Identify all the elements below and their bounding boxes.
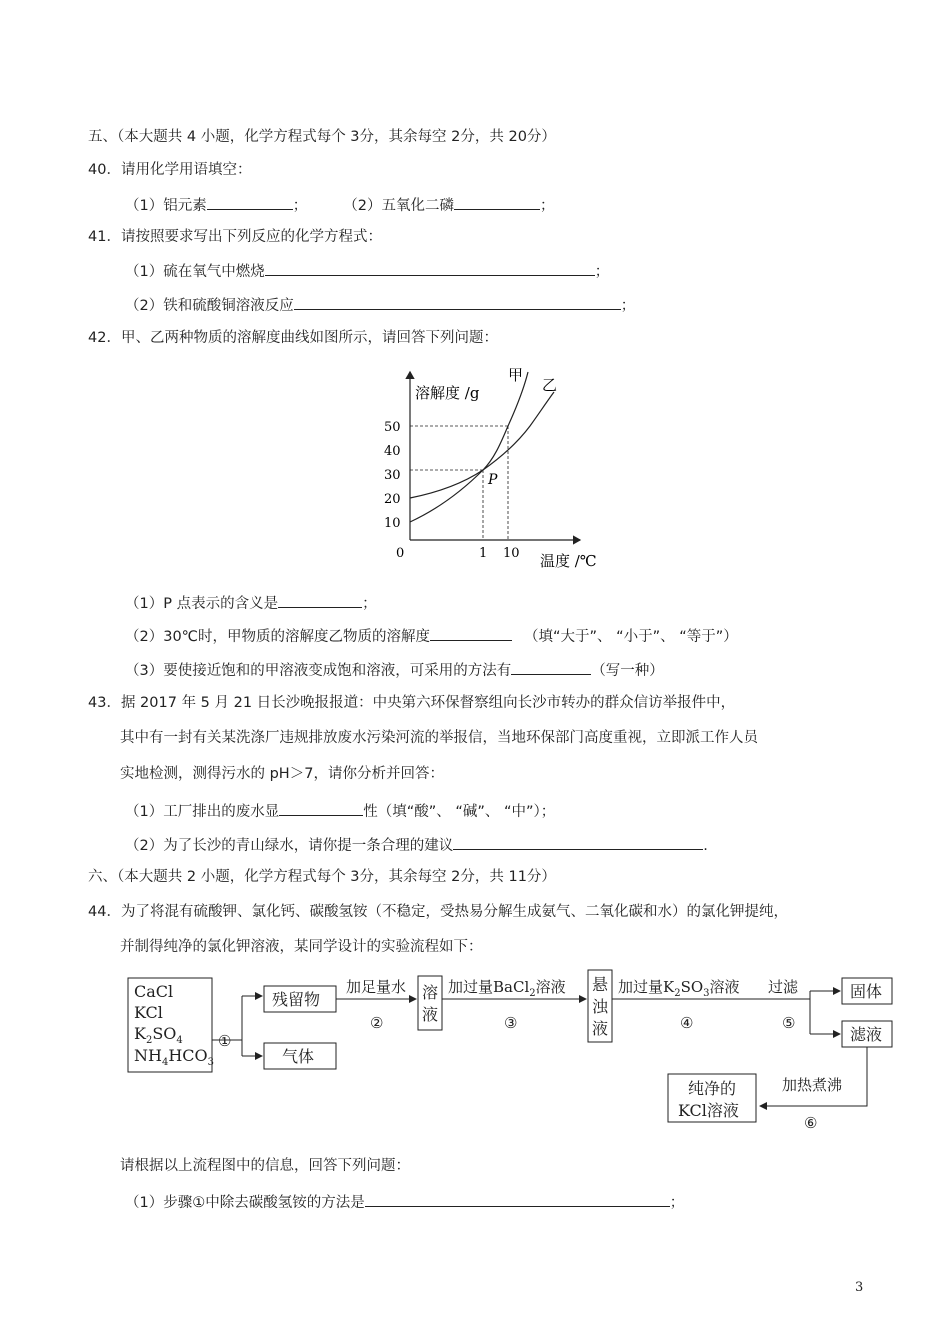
filtrate-label: 滤液 [850,1025,883,1044]
suspension-char-2: 浊 [592,997,609,1016]
q43-p1: （1）工厂排出的废水显 [125,804,280,820]
step-6-label: ⑥ [804,1114,818,1132]
filter-label: 过滤 [768,978,799,996]
q42-blank-2[interactable] [430,625,512,641]
q43-blank-2[interactable] [453,834,703,850]
q40-stem: 40．请用化学用语填空： [88,162,252,178]
suspension-char-1: 悬 [592,975,609,994]
add-k2so3-label: 加过量$K_2SO_3$溶液 [618,978,740,999]
suspension-char-3: 液 [592,1019,609,1038]
q40-blank-1[interactable] [207,194,293,210]
q43-p2: （2）为了长沙的青山绿水，请你提一条合理的建议 [125,838,454,854]
q41-p2-end: ； [620,298,636,314]
y-axis-label: 溶解度 /g [415,384,480,402]
step-4-label: ④ [680,1014,694,1032]
q41-p2: （2）铁和硫酸铜溶液反应 [125,298,294,314]
q40-p2-end: ； [539,198,555,214]
pure-kcl-line-1: 纯净的 [688,1079,737,1098]
q42-p2: （2）30℃时，甲物质的溶解度乙物质的溶解度 [125,629,430,645]
q44-blank-1[interactable] [365,1191,670,1207]
y-tick-50: 50 [384,420,401,435]
q41-blank-1[interactable] [265,260,595,276]
q41-part-2 [125,294,635,316]
q42-blank-1[interactable] [278,592,362,608]
q44-after-flow: 请根据以上流程图中的信息，回答下列问题： [120,1158,410,1174]
q43-line-2: 其中有一封有关某洗涤厂违规排放废水污染河流的举报信，当地环保部门高度重视，立即派工作人员 [120,730,758,746]
x-tick-1: 1 [479,546,488,561]
q44-p1-end: ； [669,1195,685,1211]
add-bacl2-label: 加过量BaCl$_2$溶液 [448,978,566,999]
boil-label: 加热煮沸 [782,1076,843,1094]
q41-part-1 [125,260,609,282]
series-jia-label: 甲 [508,366,524,384]
mixture-nh4hco3: $NH_4HCO_3$ [134,1046,215,1068]
q40-p1-end: ； [292,198,308,214]
q40-parts [125,194,554,216]
x-tick-10: 10 [503,546,520,561]
q43-part-2 [125,834,708,856]
section-5-header: 五、（本大题共 4 小题，化学方程式每个 3分，其余每空 2分，共 20分） [88,129,556,145]
curve-yi [410,392,554,498]
gas-label: 气体 [282,1047,315,1066]
q43-line-3: 实地检测，测得污水的 pH＞7，请你分析并回答： [120,766,444,782]
solution-char-2: 液 [422,1005,439,1024]
page-number: 3 [855,1280,864,1295]
process-flowchart [120,966,900,1136]
q42-p3: （3）要使接近饱和的甲溶液变成饱和溶液，可采用的方法有 [125,663,512,679]
q42-part-3 [125,659,664,681]
solution-char-1: 溶 [422,983,439,1002]
point-p-label: P [488,472,498,488]
pure-kcl-line-2: KCl溶液 [678,1101,739,1120]
q41-blank-2[interactable] [294,294,621,310]
mixture-cacl: CaCl [134,982,174,1001]
q44-p1: （1）步骤①中除去碳酸氢铵的方法是 [125,1195,365,1211]
solid-label: 固体 [850,982,883,1001]
q42-p1-end: ； [362,596,377,612]
series-yi-label: 乙 [542,376,558,394]
mixture-k2so4: $K_2SO_4$ [134,1024,183,1046]
origin-label: 0 [396,546,405,561]
q40-p1: （1）铝元素 [125,198,207,214]
q42-part-2 [125,625,738,647]
mixture-kcl: KCl [134,1003,163,1022]
solubility-chart [370,360,610,575]
q41-p1-end: ； [594,264,610,280]
step-3-label: ③ [504,1014,518,1032]
q42-p2-end: （填“大于”、 “小于”、 “等于”） [523,629,738,645]
q43-part-1 [125,800,555,822]
q44-line-2: 并制得纯净的氯化钾溶液，某同学设计的实验流程如下： [120,939,483,955]
add-water-label: 加足量水 [346,978,407,996]
step-2-label: ② [370,1014,384,1032]
q43-line-1: 43．据 2017 年 5 月 21 日长沙晚报报道：中央第六环保督察组向长沙市转办的群众信访举报件中， [88,695,736,711]
q42-part-1 [125,592,377,614]
q44-line-1: 44．为了将混有硫酸钾、氯化钙、碳酸氢铵（不稳定，受热易分解生成氨气、二氧化碳和水）的氯化钾提纯， [88,904,788,920]
q41-p1: （1）硫在氧气中燃烧 [125,264,265,280]
step-5-label: ⑤ [782,1014,796,1032]
q41-stem: 41．请按照要求写出下列反应的化学方程式： [88,229,382,245]
y-tick-20: 20 [384,492,401,507]
residue-label: 残留物 [272,990,321,1009]
y-tick-30: 30 [384,468,401,483]
q43-blank-1[interactable] [279,800,363,816]
q44-part-1 [125,1191,684,1213]
q43-p1-end: 性（填“酸”、 “碱”、 “中”）； [363,804,556,820]
section-6-header: 六、（本大题共 2 小题，化学方程式每个 3分，其余每空 2分，共 11分） [88,869,556,885]
q42-blank-3[interactable] [511,659,591,675]
y-tick-40: 40 [384,444,401,459]
q43-p2-end: . [703,838,708,854]
x-axis-label: 温度 /℃ [540,552,597,570]
y-tick-10: 10 [384,516,401,531]
q40-p2: （2）五氧化二磷 [343,198,454,214]
q42-p1: （1）P 点表示的含义是 [125,596,279,612]
step-1-label: ① [218,1032,232,1050]
q42-stem: 42．甲、乙两种物质的溶解度曲线如图所示，请回答下列问题： [88,330,498,346]
q42-p3-end: （写一种） [591,663,664,679]
q40-blank-2[interactable] [454,194,540,210]
